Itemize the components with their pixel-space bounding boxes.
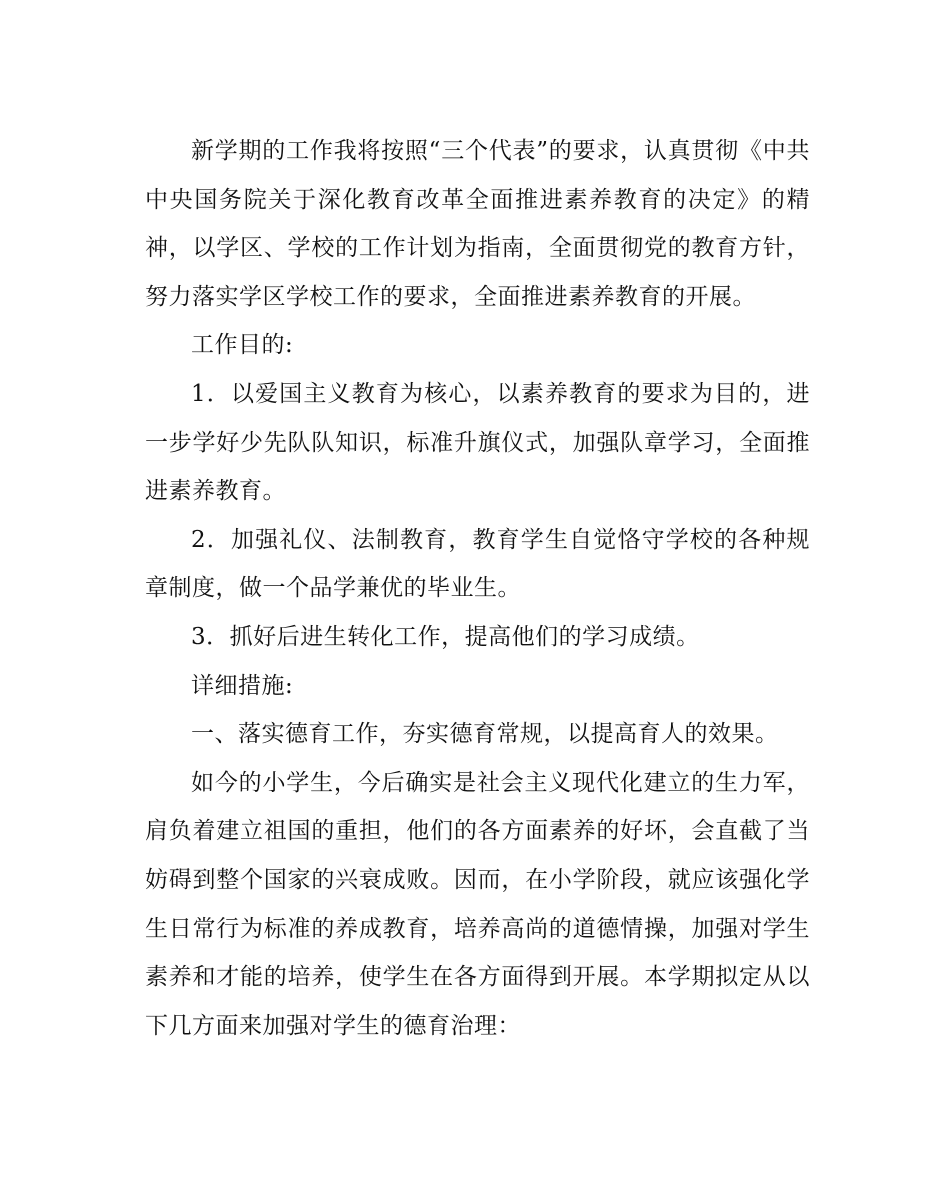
- document-body: [145, 127, 810, 1050]
- paragraph-intro: 新学期的工作我将按照“三个代表”的要求，认真贯彻《中共中央国务院关于深化教育改革全面推进素养教育的决定》的精神，以学区、学校的工作计划为指南，全面贯彻党的教育方针，努力落实学区学校工作的要求，全面推进素养教育的开展。: [145, 138, 810, 310]
- paragraph-measure-1: 一、落实德育工作，夯实德育常规，以提高育人的效果。: [191, 721, 779, 748]
- paragraph-goal-3: 3．抓好后进生转化工作，提高他们的学习成绩。: [191, 623, 700, 650]
- paragraph-goals-heading: 工作目的:: [191, 332, 294, 359]
- paragraph-measure-1-detail: 如今的小学生，今后确实是社会主义现代化建立的生力军，肩负着建立祖国的重担，他们的各方面素养的好坏，会直截了当妨碍到整个国家的兴衰成败。因而，在小学阶段，就应该强化学生日常行为标准的养成教育，培养高尚的道德情操，加强对学生素养和才能的培养，使学生在各方面得到开展。本学期拟定从以下几方面来加强对学生的德育治理：: [145, 769, 810, 1039]
- paragraph-goal-1: 1．以爱国主义教育为核心，以素养教育的要求为目的，进一步学好少先队队知识，标准升旗仪式，加强队章学习，全面推进素养教育。: [145, 380, 810, 505]
- paragraph-goal-2: 2．加强礼仪、法制教育，教育学生自觉恪守学校的各种规章制度，做一个品学兼优的毕业生。: [145, 526, 810, 602]
- paragraph-measures-heading: 详细措施:: [191, 672, 294, 699]
